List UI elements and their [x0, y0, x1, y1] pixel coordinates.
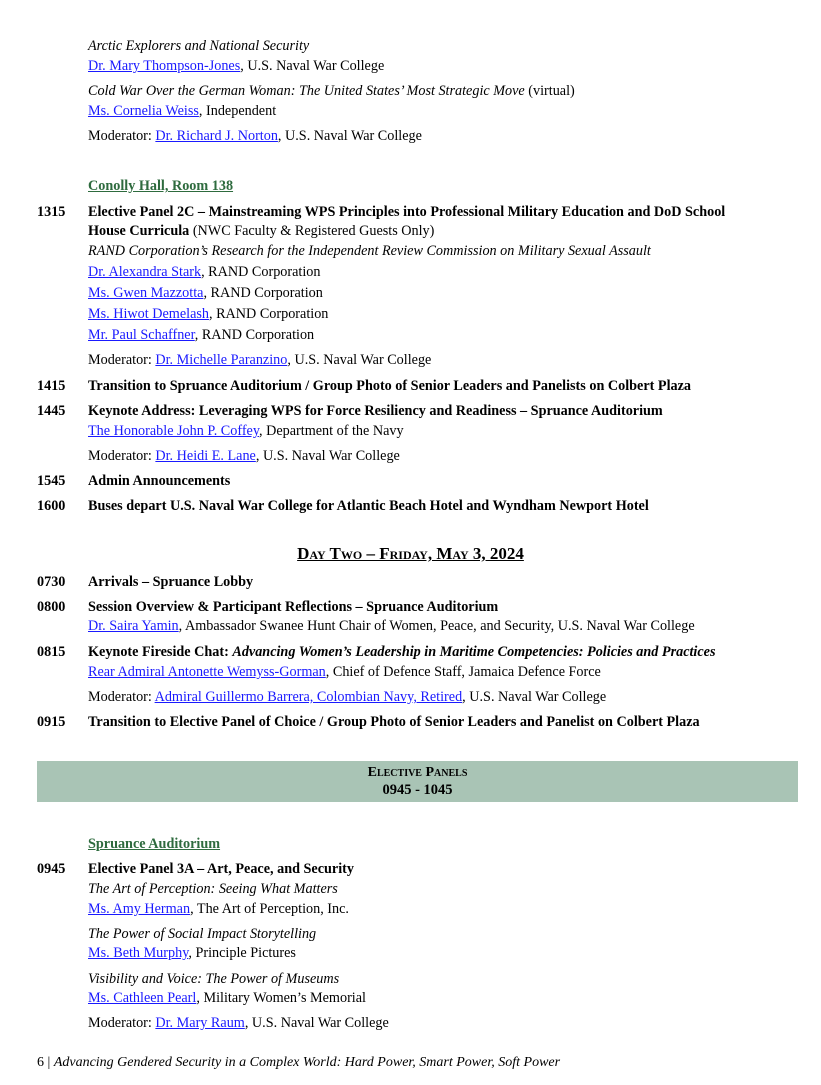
speaker-link[interactable]: Ms. Gwen Mazzotta [88, 285, 204, 301]
speaker-affiliation: , Ambassador Swanee Hunt Chair of Women, Peace, and Security, U.S. Naval War College [178, 618, 695, 634]
session-title: Buses depart U.S. Naval War College for Atlantic Beach Hotel and Wyndham Newport Hotel [88, 498, 649, 514]
speaker-link[interactable]: Ms. Cathleen Pearl [88, 990, 197, 1006]
session-time: 0815 [37, 644, 66, 660]
talk-note: (virtual) [524, 83, 575, 99]
moderator-link[interactable]: Dr. Michelle Paranzino [155, 352, 288, 368]
speaker-link[interactable]: Ms. Cornelia Weiss [88, 103, 199, 119]
speaker-affiliation: , RAND Corporation [203, 285, 323, 301]
session-time: 0915 [37, 714, 66, 730]
moderator-label: Moderator: [88, 689, 155, 705]
speaker-affiliation: , RAND Corporation [194, 327, 315, 343]
talk-title: Arctic Explorers and National Security [88, 38, 310, 54]
banner-time: 0945 - 1045 [382, 781, 453, 798]
session-time: 0730 [37, 574, 66, 590]
session-time: 0945 [37, 861, 66, 877]
speaker-affiliation: , Principle Pictures [188, 945, 296, 961]
speaker-line [88, 327, 314, 344]
session-title [88, 644, 716, 661]
speaker-affiliation: , U.S. Naval War College [240, 58, 385, 74]
moderator-affiliation: , U.S. Naval War College [255, 448, 400, 464]
speaker-affiliation: , Department of the Navy [259, 423, 404, 439]
session-time: 1600 [37, 498, 66, 514]
talk-title: The Power of Social Impact Storytelling [88, 926, 317, 942]
speaker-line [88, 285, 323, 302]
speaker-line [88, 264, 320, 281]
session-title-cont: House Curricula [88, 223, 190, 239]
speaker-affiliation: , RAND Corporation [208, 306, 329, 322]
moderator-label: Moderator: [88, 448, 156, 464]
session-title: Elective Panel 2C – Mainstreaming WPS Principles into Professional Military Education and DoD School [88, 204, 726, 220]
speaker-link[interactable]: Ms. Amy Herman [88, 901, 191, 917]
moderator-affiliation: , U.S. Naval War College [277, 128, 422, 144]
moderator-link[interactable]: Dr. Mary Raum [155, 1015, 245, 1031]
moderator-line [88, 448, 400, 465]
session-title: Keynote Address: Leveraging WPS for Force Resiliency and Readiness – Spruance Auditorium [88, 403, 663, 419]
session-title: Transition to Elective Panel of Choice / Group Photo of Senior Leaders and Panelist on Colbert Plaza [88, 714, 700, 730]
speaker-link[interactable]: The Honorable John P. Coffey [88, 423, 260, 439]
speaker-line [88, 103, 276, 120]
session-note: (NWC Faculty & Registered Guests Only) [189, 223, 435, 239]
moderator-label: Moderator: [88, 128, 156, 144]
moderator-line [88, 689, 606, 706]
page-footer [37, 1055, 560, 1072]
speaker-link[interactable]: Dr. Alexandra Stark [88, 264, 202, 280]
session-title: Admin Announcements [88, 473, 231, 489]
session-time: 0800 [37, 599, 66, 615]
moderator-affiliation: , U.S. Naval War College [244, 1015, 389, 1031]
speaker-affiliation: , Chief of Defence Staff, Jamaica Defence Force [325, 664, 601, 680]
speaker-affiliation: , RAND Corporation [201, 264, 321, 280]
talk-title: Cold War Over the German Woman: The United States’ Most Strategic Move [88, 83, 525, 99]
speaker-line [88, 306, 328, 323]
talk-title: RAND Corporation’s Research for the Independent Review Commission on Military Sexual Assault [88, 243, 651, 259]
speaker-line [88, 58, 384, 75]
elective-panels-banner [37, 761, 798, 802]
speaker-link[interactable]: Ms. Beth Murphy [88, 945, 189, 961]
banner-title: Elective Panels [367, 765, 468, 780]
moderator-link[interactable]: Admiral Guillermo Barrera, Colombian Navy, Retired [154, 689, 463, 705]
speaker-link[interactable]: Mr. Paul Schaffner [88, 327, 195, 343]
speaker-link[interactable]: Rear Admiral Antonette Wemyss-Gorman [88, 664, 326, 680]
moderator-affiliation: , U.S. Naval War College [462, 689, 607, 705]
session-title-italic: Advancing Women’s Leadership in Maritime Competencies: Policies and Practices [232, 644, 716, 660]
session-title: Transition to Spruance Auditorium / Group Photo of Senior Leaders and Panelists on Colbert Plaza [88, 378, 692, 394]
moderator-link[interactable]: Dr. Richard J. Norton [155, 128, 278, 144]
moderator-line [88, 352, 431, 369]
footer-title: Advancing Gendered Security in a Complex World: Hard Power, Smart Power, Soft Power [53, 1055, 561, 1070]
session-title: Arrivals – Spruance Lobby [88, 574, 254, 590]
moderator-label: Moderator: [88, 1015, 156, 1031]
moderator-label: Moderator: [88, 352, 156, 368]
page-number: 6 [37, 1055, 44, 1070]
day-heading: Day Two – Friday, May 3, 2024 [297, 544, 524, 563]
speaker-line [88, 423, 404, 440]
speaker-line [88, 945, 296, 962]
speaker-link[interactable]: Ms. Hiwot Demelash [88, 306, 209, 322]
room-heading: Spruance Auditorium [88, 836, 221, 852]
session-title-line2 [88, 223, 434, 240]
session-time: 1415 [37, 378, 66, 394]
speaker-line [88, 618, 695, 635]
speaker-link[interactable]: Dr. Saira Yamin [88, 618, 179, 634]
moderator-link[interactable]: Dr. Heidi E. Lane [155, 448, 256, 464]
session-time: 1545 [37, 473, 66, 489]
talk-title-line [88, 83, 575, 100]
speaker-affiliation: , The Art of Perception, Inc. [190, 901, 349, 917]
room-heading: Conolly Hall, Room 138 [88, 178, 234, 194]
session-time: 1445 [37, 403, 66, 419]
session-title: Elective Panel 3A – Art, Peace, and Security [88, 861, 354, 877]
footer-separator: | [44, 1055, 54, 1070]
session-time: 1315 [37, 204, 66, 220]
speaker-affiliation: , Military Women’s Memorial [196, 990, 366, 1006]
session-title-lead: Keynote Fireside Chat: [88, 644, 233, 660]
moderator-line [88, 1015, 389, 1032]
speaker-line [88, 664, 601, 681]
talk-title: Visibility and Voice: The Power of Museums [88, 971, 340, 987]
talk-title: The Art of Perception: Seeing What Matters [88, 881, 338, 897]
moderator-affiliation: , U.S. Naval War College [287, 352, 432, 368]
speaker-line [88, 901, 349, 918]
speaker-line [88, 990, 366, 1007]
moderator-line [88, 128, 422, 145]
speaker-link[interactable]: Dr. Mary Thompson-Jones [88, 58, 241, 74]
session-title: Session Overview & Participant Reflections – Spruance Auditorium [88, 599, 499, 615]
speaker-affiliation: , Independent [198, 103, 277, 119]
